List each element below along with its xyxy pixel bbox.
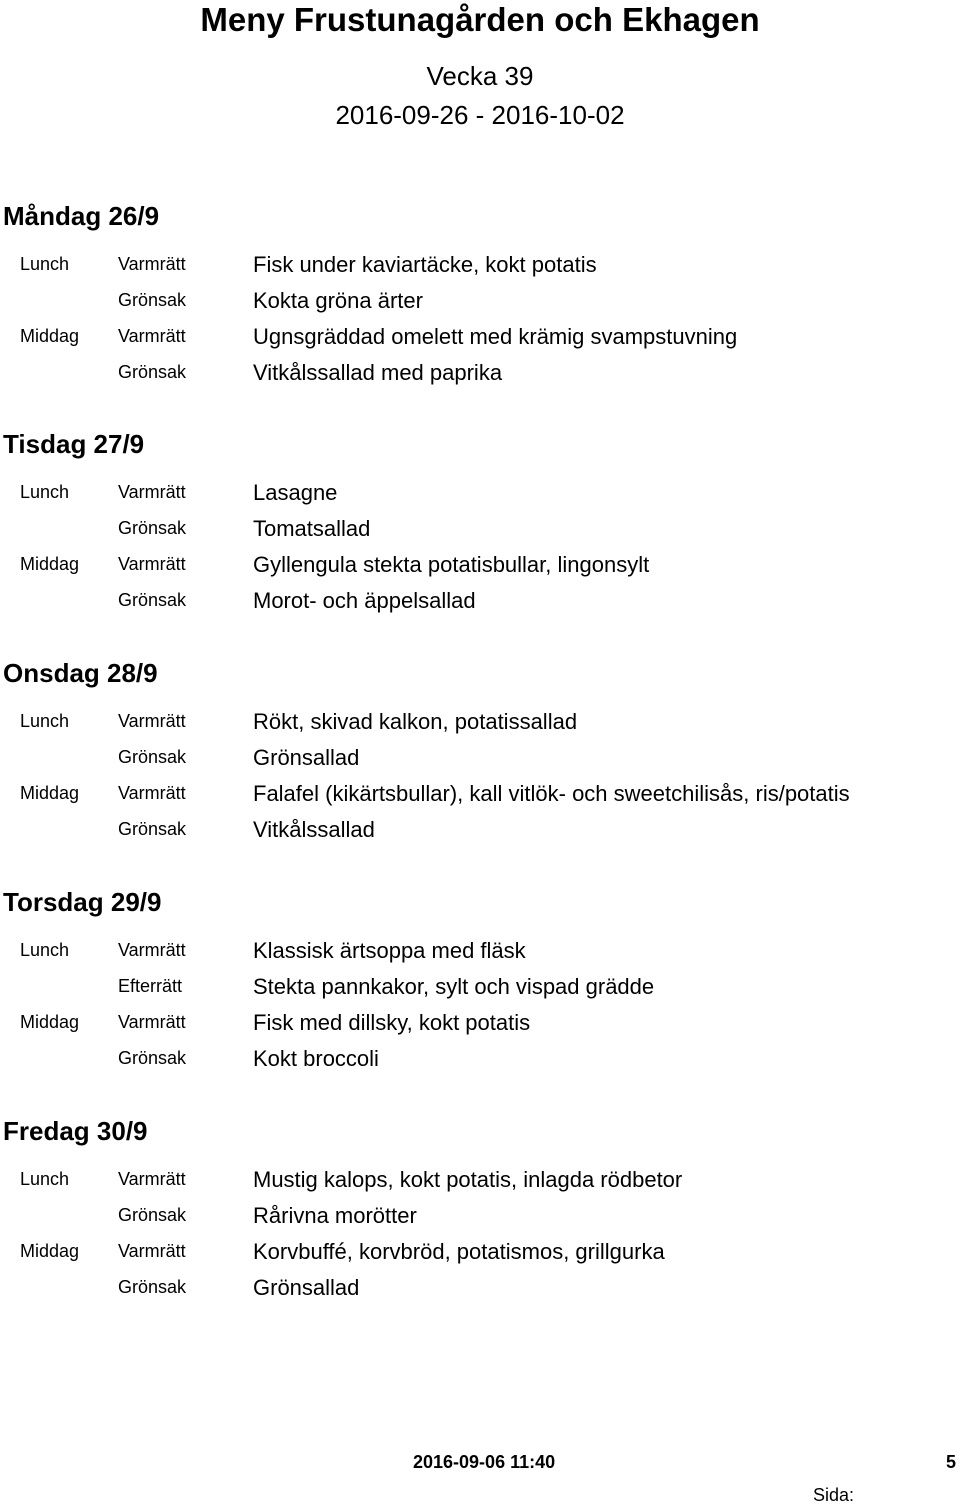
category-label: Varmrätt <box>118 1169 186 1189</box>
dish-text: Vitkålssallad med paprika <box>253 360 503 385</box>
category-label: Grönsak <box>118 747 187 767</box>
category-label: Varmrätt <box>118 482 186 502</box>
dish-text: Gyllengula stekta potatisbullar, lingonsylt <box>253 552 650 577</box>
menu-row <box>0 321 960 357</box>
category-label: Grönsak <box>118 362 187 382</box>
dish-text: Rökt, skivad kalkon, potatissallad <box>253 709 578 734</box>
category-label: Grönsak <box>118 1277 187 1297</box>
day-title: Fredag 30/9 <box>3 1116 148 1146</box>
menu-row <box>0 549 960 585</box>
menu-row <box>0 1200 960 1236</box>
dish-text: Falafel (kikärtsbullar), kall vitlök- och sweetchilisås, ris/potatis <box>253 781 850 806</box>
menu-row <box>0 285 960 321</box>
meal-label: Middag <box>20 326 80 346</box>
dish-text: Klassisk ärtsoppa med fläsk <box>253 938 526 963</box>
menu-row <box>0 513 960 549</box>
meal-label: Middag <box>20 1012 80 1032</box>
dish-text: Vitkålssallad <box>253 817 375 842</box>
menu-row <box>0 814 960 850</box>
category-label: Varmrätt <box>118 711 186 731</box>
category-label: Grönsak <box>118 1048 187 1068</box>
day-title: Tisdag 27/9 <box>3 429 145 459</box>
category-label: Varmrätt <box>118 1241 186 1261</box>
meal-label: Lunch <box>20 254 70 274</box>
category-label: Grönsak <box>118 290 187 310</box>
menu-row <box>0 1236 960 1272</box>
category-label: Grönsak <box>118 1205 187 1225</box>
meal-label: Middag <box>20 783 80 803</box>
menu-row <box>0 935 960 971</box>
category-label: Varmrätt <box>118 254 186 274</box>
category-label: Grönsak <box>118 819 187 839</box>
meal-label: Middag <box>20 1241 80 1261</box>
category-label: Grönsak <box>118 518 187 538</box>
meal-label: Middag <box>20 554 80 574</box>
page-label: Sida: <box>813 1485 855 1505</box>
dish-text: Fisk under kaviartäcke, kokt potatis <box>253 252 597 277</box>
dish-text: Tomatsallad <box>253 516 371 541</box>
menu-row <box>0 1007 960 1043</box>
dish-text: Morot- och äppelsallad <box>253 588 476 613</box>
dish-text: Kokta gröna ärter <box>253 288 423 313</box>
category-label: Grönsak <box>118 590 187 610</box>
page-number: 5 <box>946 1452 957 1472</box>
dish-text: Lasagne <box>253 480 338 505</box>
date-range: 2016-09-26 - 2016-10-02 <box>335 100 625 130</box>
meal-label: Lunch <box>20 1169 70 1189</box>
dish-text: Rårivna morötter <box>253 1203 417 1228</box>
day-title: Torsdag 29/9 <box>3 887 162 917</box>
day-title: Måndag 26/9 <box>3 201 160 231</box>
dish-text: Stekta pannkakor, sylt och vispad grädde <box>253 974 655 999</box>
dish-text: Grönsallad <box>253 745 360 770</box>
dish-text: Grönsallad <box>253 1275 360 1300</box>
category-label: Varmrätt <box>118 940 186 960</box>
week-label: Vecka 39 <box>426 61 534 91</box>
dish-text: Kokt broccoli <box>253 1046 379 1071</box>
meal-label: Lunch <box>20 940 70 960</box>
dish-text: Mustig kalops, kokt potatis, inlagda rödbetor <box>253 1167 683 1192</box>
menu-row <box>0 971 960 1007</box>
menu-title: Meny Frustunagården och Ekhagen <box>200 1 760 38</box>
menu-row <box>0 357 960 393</box>
menu-row <box>0 742 960 778</box>
menu-row <box>0 1272 960 1308</box>
dish-text: Fisk med dillsky, kokt potatis <box>253 1010 531 1035</box>
dish-text: Ugnsgräddad omelett med krämig svampstuvning <box>253 324 738 349</box>
dish-text: Korvbuffé, korvbröd, potatismos, grillgurka <box>253 1239 665 1264</box>
category-label: Varmrätt <box>118 326 186 346</box>
day-title: Onsdag 28/9 <box>3 658 158 688</box>
category-label: Varmrätt <box>118 554 186 574</box>
menu-row <box>0 585 960 621</box>
menu-row <box>0 477 960 513</box>
menu-row <box>0 1164 960 1200</box>
meal-label: Lunch <box>20 711 70 731</box>
menu-row <box>0 706 960 742</box>
menu-row <box>0 778 960 814</box>
category-label: Varmrätt <box>118 1012 186 1032</box>
meal-label: Lunch <box>20 482 70 502</box>
category-label: Efterrätt <box>118 976 183 996</box>
menu-row <box>0 1043 960 1079</box>
category-label: Varmrätt <box>118 783 186 803</box>
footer-timestamp: 2016-09-06 11:40 <box>413 1452 556 1472</box>
menu-row <box>0 249 960 285</box>
